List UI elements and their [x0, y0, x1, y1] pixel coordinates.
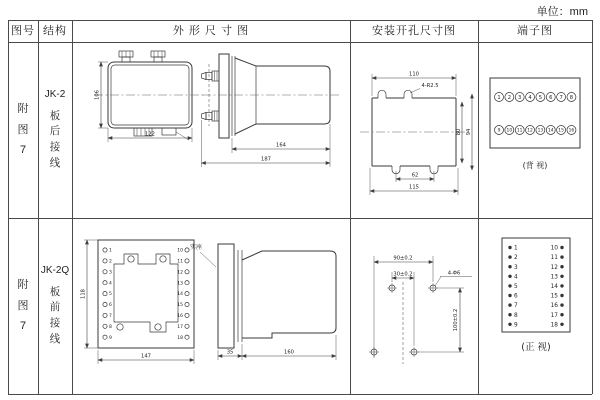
terminal-dot	[185, 324, 189, 328]
dim-flange-depth: 35	[226, 349, 234, 356]
header-outline: 外 形 尺 寸 图	[172, 25, 250, 37]
terminal-number: 15	[177, 303, 183, 309]
row2-fig-cell	[8, 218, 38, 394]
dim-h-outer: 90±0.2	[393, 255, 413, 262]
terminal-number: 6	[109, 303, 112, 309]
row1-structure-cell	[38, 42, 72, 218]
terminal-number: 16	[177, 314, 183, 320]
row1-wiring-label: 板后接线	[49, 109, 61, 169]
terminal-dot	[185, 270, 189, 274]
terminal-dot	[508, 246, 511, 249]
terminal-number: 8	[109, 324, 112, 330]
terminal-number: 9	[497, 128, 501, 134]
terminal-number: 8	[514, 312, 518, 319]
terminal-number: 2	[514, 255, 518, 262]
terminal-dot	[103, 270, 107, 274]
terminal-row-bottom	[495, 126, 576, 135]
terminal-number: 10	[177, 248, 183, 254]
row2-fig-label: 附图7	[17, 278, 29, 333]
dim-inner-height: 80	[456, 128, 462, 136]
terminal-dot	[508, 265, 511, 268]
terminal-number: 3	[518, 94, 522, 101]
terminal-dot	[508, 303, 511, 306]
mounting-stud-icon	[119, 51, 133, 62]
header-structure: 结构	[43, 25, 67, 37]
terminal-number: 2	[507, 94, 512, 101]
terminal-dot	[508, 323, 511, 326]
dim-height: 118	[80, 289, 87, 299]
terminal-number: 13	[537, 128, 544, 134]
terminal-number: 16	[568, 128, 575, 134]
terminal-number: 8	[569, 94, 574, 101]
terminal-number: 17	[550, 312, 558, 319]
view-label: (背 视)	[522, 161, 548, 170]
header-mounting: 安装开孔尺寸图	[372, 25, 456, 37]
terminal-dot	[103, 302, 107, 306]
terminal-number: 5	[514, 283, 518, 290]
terminal-number: 14	[177, 292, 183, 298]
terminal-dot	[560, 275, 563, 278]
mounting-hole-icon	[128, 256, 134, 262]
jk2-cutout-view	[360, 90, 468, 174]
terminal-number: 15	[550, 293, 558, 300]
terminal-column-right	[177, 248, 189, 341]
terminal-dot	[560, 313, 563, 316]
terminal-dot	[560, 303, 563, 306]
row2-structure-cell	[38, 218, 72, 394]
dim-slot-span: 62	[411, 172, 419, 179]
jk2-outline-drawing	[72, 42, 350, 218]
unit-label: 单位：mm	[536, 6, 588, 18]
mounting-hole-icon	[160, 256, 166, 262]
terminal-column-left	[508, 246, 518, 329]
terminal-dot	[185, 281, 189, 285]
dim-outer-height: 94	[466, 128, 472, 136]
terminal-number: 1	[497, 94, 501, 101]
terminal-dot	[185, 302, 189, 306]
jk2-cutout-dims	[370, 72, 472, 196]
terminal-dot	[560, 246, 563, 249]
terminal-dot	[103, 313, 107, 317]
terminal-dot	[103, 292, 107, 296]
terminal-dot	[560, 323, 563, 326]
row1-fig-label: 附图7	[17, 102, 29, 157]
terminal-number: 13	[177, 281, 183, 287]
terminal-dot	[508, 294, 511, 297]
terminal-bolt-icon	[202, 111, 220, 121]
terminal-number: 6	[514, 293, 518, 300]
terminal-dot	[103, 335, 107, 339]
jk2q-hole-dims	[374, 256, 472, 353]
dim-case-depth: 160	[284, 349, 294, 356]
dim-height: 106	[94, 90, 101, 100]
terminal-column-right	[551, 246, 564, 329]
jk2q-mounting-drawing	[350, 218, 478, 394]
terminal-dot	[103, 324, 107, 328]
terminal-dot	[508, 255, 511, 258]
jk2-front-view	[94, 51, 206, 142]
dim-bottom-width: 115	[409, 184, 419, 191]
grid-line-bottom	[8, 394, 592, 395]
terminal-dot	[185, 335, 189, 339]
terminal-box	[502, 238, 570, 332]
terminal-dot	[560, 294, 563, 297]
dim-width: 122	[145, 131, 155, 138]
jk2q-outline-drawing	[72, 218, 350, 394]
jk2-mounting-drawing	[350, 42, 478, 218]
terminal-dot	[508, 284, 511, 287]
terminal-number: 11	[177, 259, 183, 265]
row1-fig-cell	[8, 42, 38, 218]
terminal-number: 1	[514, 245, 518, 252]
terminal-number: 2	[109, 259, 112, 265]
terminal-dot	[185, 259, 189, 263]
terminal-number: 5	[538, 94, 543, 101]
terminal-number: 12	[177, 270, 183, 276]
terminal-number: 7	[109, 314, 112, 320]
header-terminal: 端子图	[517, 25, 553, 37]
view-label: (正 视)	[521, 342, 551, 353]
terminal-dot	[103, 248, 107, 252]
terminal-number: 5	[109, 292, 112, 298]
mounting-hole-icon	[117, 324, 123, 330]
socket-label: 实座	[189, 244, 203, 251]
terminal-number: 12	[550, 264, 558, 271]
jk2-side-view	[202, 54, 341, 167]
dim-top-width: 110	[409, 71, 419, 78]
terminal-number: 18	[177, 335, 183, 341]
dim-h-inner: 30±0.2	[393, 271, 413, 278]
dim-holes: 4-Φ6	[447, 270, 461, 277]
terminal-dot	[185, 248, 189, 252]
terminal-number: 17	[177, 324, 183, 330]
terminal-dot	[508, 275, 511, 278]
terminal-number: 16	[550, 303, 558, 310]
terminal-dot	[185, 313, 189, 317]
terminal-number: 14	[547, 128, 554, 134]
terminal-dot	[103, 259, 107, 263]
grid-line-right	[592, 20, 593, 394]
terminal-number: 10	[550, 245, 558, 252]
terminal-dot	[185, 292, 189, 296]
row1-model-label: JK-2	[44, 88, 66, 100]
jk2q-front-view	[81, 240, 195, 364]
terminal-number: 3	[514, 264, 518, 271]
row2-wiring-label: 板前接线	[49, 285, 61, 345]
terminal-number: 3	[109, 270, 112, 276]
terminal-number: 10	[506, 128, 513, 134]
terminal-dot	[560, 284, 563, 287]
terminal-dot	[508, 313, 511, 316]
dim-case-depth: 164	[276, 142, 286, 149]
terminal-number: 11	[550, 255, 558, 262]
terminal-number: 15	[558, 128, 564, 134]
terminal-number: 7	[514, 303, 518, 310]
terminal-number: 18	[550, 322, 558, 329]
dim-total-depth: 187	[261, 156, 271, 163]
terminal-number: 4	[528, 94, 532, 101]
terminal-number: 13	[550, 274, 558, 281]
terminal-number: 1	[109, 248, 112, 254]
dim-width: 147	[141, 353, 151, 360]
terminal-number: 4	[514, 274, 518, 281]
terminal-row-top	[495, 93, 576, 102]
terminal-number: 6	[549, 94, 553, 101]
row2-model-label: JK-2Q	[40, 264, 70, 276]
terminal-bolt-icon	[202, 71, 220, 81]
header-fig-no: 图号	[11, 25, 35, 37]
terminal-column-left	[103, 248, 112, 341]
terminal-number: 11	[516, 128, 523, 134]
terminal-number: 4	[109, 281, 112, 287]
mounting-stud-icon	[151, 51, 165, 62]
jk2-terminal-diagram	[478, 42, 592, 218]
terminal-dot	[560, 265, 563, 268]
jk2q-side-view	[190, 243, 336, 360]
dim-corner-holes: 4-R2.5	[421, 83, 439, 89]
terminal-number: 7	[559, 94, 563, 101]
mounting-hole-icon	[155, 324, 161, 330]
jk2q-terminal-diagram	[478, 218, 592, 394]
dim-v-span: 100±0.2	[453, 308, 459, 332]
terminal-box	[490, 78, 580, 148]
terminal-number: 9	[514, 322, 518, 329]
terminal-number: 14	[550, 283, 558, 290]
terminal-dot	[103, 281, 107, 285]
terminal-number: 9	[109, 335, 112, 341]
terminal-number: 12	[527, 128, 533, 134]
terminal-dot	[560, 255, 563, 258]
